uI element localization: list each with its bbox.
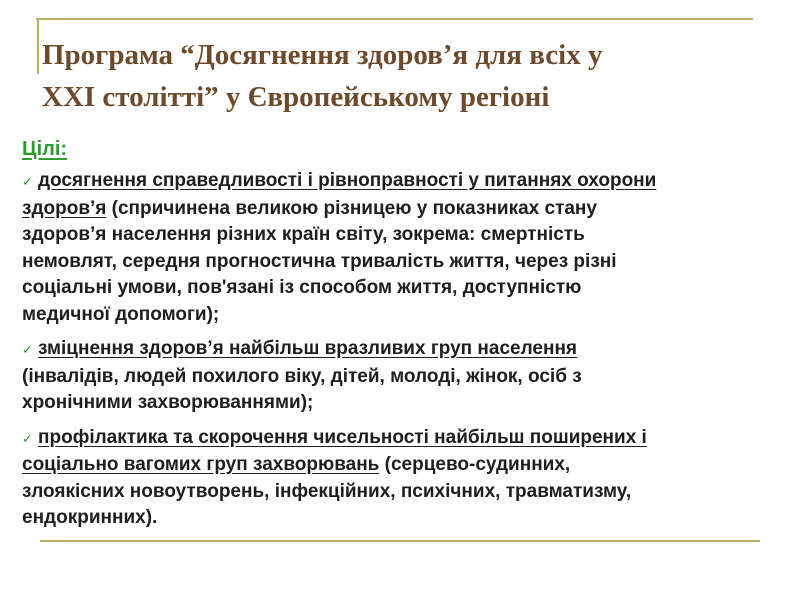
goal-3-line-1: профілактика та скорочення чисельності найбільш поширених і — [38, 426, 647, 448]
goal-3-line-3: злоякісних новоутворень, інфекційних, психічних, травматизму, — [22, 480, 632, 502]
left-rule — [37, 18, 39, 74]
title-line-2: XXI столітті” у Європейському регіоні — [42, 81, 550, 113]
goal-1-line-1: досягнення справедливості і рівноправності у питаннях охорони — [38, 170, 657, 191]
goal-item-3 — [22, 425, 782, 532]
checkmark-icon: ✓ — [22, 430, 33, 446]
goal-1-line-6: медичної допомоги); — [22, 303, 220, 325]
goal-item-1 — [22, 168, 782, 328]
goal-1-line-2-underlined: здоров’я — [22, 197, 107, 219]
title-line-1: Програма “Досягнення здоров’я для всіх у — [42, 39, 603, 71]
checkmark-icon: ✓ — [22, 174, 33, 189]
goal-2-line-2: (інвалідів, людей похилого віку, дітей, молоді, жінок, осіб з — [22, 365, 582, 387]
bottom-rule — [40, 540, 760, 542]
top-rule — [36, 18, 753, 20]
goals-heading: Цілі: — [22, 138, 68, 160]
goal-1-line-3: здоров’я населення різних країн світу, зокрема: смертність — [22, 224, 585, 245]
goal-1-line-2: (спричинена великою різницею у показниках стану — [106, 197, 597, 219]
goal-3-line-2: (серцево-судинних, — [379, 454, 571, 475]
slide-body — [22, 136, 782, 540]
goal-item-2 — [22, 336, 782, 417]
goal-1-line-4: немовлят, середня прогностична тривалість життя, через різні — [22, 250, 617, 272]
goal-1-line-5: соціальні умови, пов'язані із способом життя, доступністю — [22, 277, 582, 298]
goal-2-line-1: зміцнення здоров’я найбільш вразливих груп населення — [38, 338, 578, 359]
slide-title — [42, 34, 782, 118]
goal-3-line-4: ендокринних). — [22, 507, 158, 528]
goal-3-line-2-underlined: соціально вагомих груп захворювань — [22, 454, 380, 475]
goal-2-line-3: хронічними захворюваннями); — [22, 392, 314, 413]
checkmark-icon: ✓ — [22, 342, 33, 357]
